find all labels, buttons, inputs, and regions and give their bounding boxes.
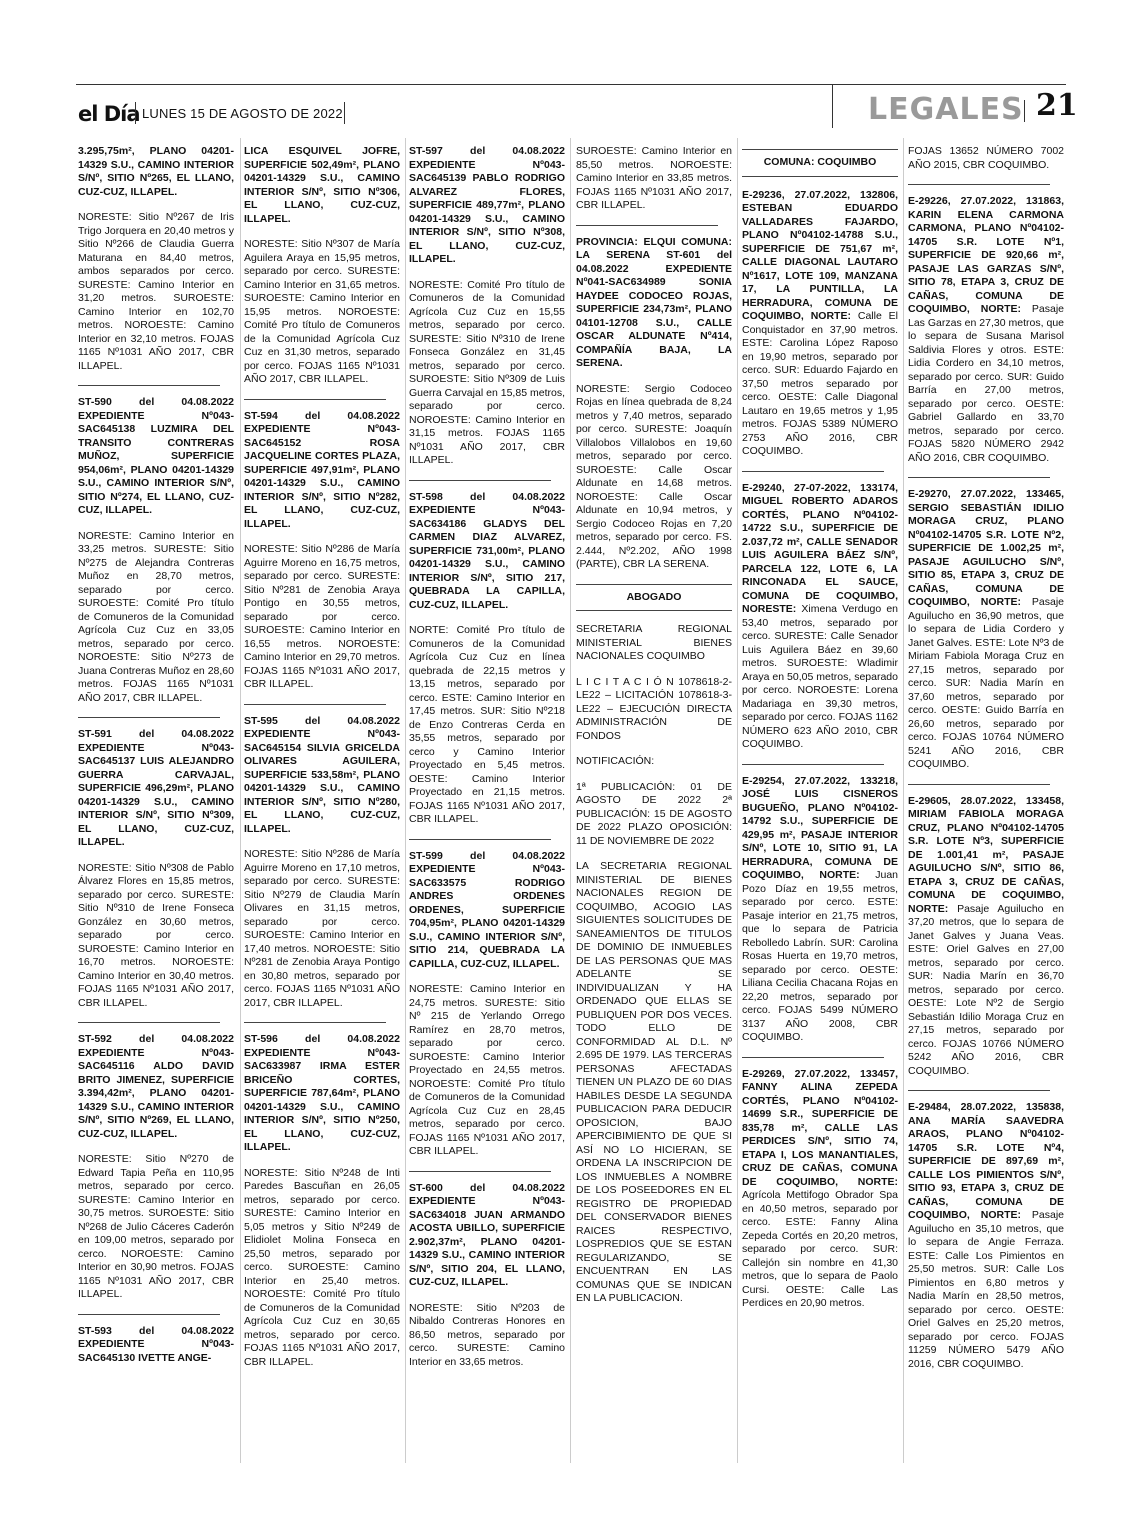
- column-4: [576, 145, 732, 1318]
- notice-text: NORESTE: Comité Pro título de Comuneros de la Comunidad Agrícola Cuz Cuz en 15,55 metros, separado por cerco. SURESTE: Sitio Nº310 de Irene Fonseca González en 31,45 metros, separado por cerco. SUROESTE: Sitio Nº309 de Luis Guerra Carvajal en 15,85 metros, separado por cerco. NOROESTE: Camino Interior en 31,15 metros. FOJAS 1165 Nº1031 AÑO 2017, CBR ILLAPEL.: [409, 278, 565, 466]
- notice-heading: E-29484, 28.07.2022, 135838, ANA MARÍA SAAVEDRA ARAOS, PLANO Nº04102-14705 S.R. LOTE Nº4, SUPERFICIE DE 897,69 m², CALLE LOS PIMIENTOS S/Nº, SITIO 93, ETAPA 3, CRUZ DE CAÑAS, COMUNA DE COQUIMBO, NORTE:: [908, 1101, 1064, 1221]
- notice-text: NORESTE: Sitio Nº270 de Edward Tapia Peña en 110,95 metros, separado por cerco. SURESTE: Camino Interior en 30,75 metros. SUROESTE: Sitio Nº268 de Julio Cáceres Caderón en 109,00 metros, separado por cerco. NOROESTE: Camino Interior en 30,90 metros. FOJAS 1165 Nº1031 AÑO 2017, CBR ILLAPEL.: [78, 1153, 234, 1300]
- notice-heading: ST-591 del 04.08.2022 EXPEDIENTE Nº043-SAC645137 LUIS ALEJANDRO GUERRA CARVAJAL, SUPERFICIE 496,29m², PLANO 04201-14329 S.U., CAMINO INTERIOR S/Nº, SITIO Nº309, EL LLANO, CUZ-CUZ, ILLAPEL.: [78, 728, 234, 848]
- legal-notice-paragraph: [244, 410, 400, 532]
- column-divider: [570, 138, 571, 1463]
- notice-heading: LICA ESQUIVEL JOFRE, SUPERFICIE 502,49m², PLANO 04201-14329 S.U., CAMINO INTERIOR S/Nº, SITIO Nº306, EL LLANO, CUZ-CUZ, ILLAPEL.: [244, 145, 400, 225]
- notice-text: Calle El Conquistador en 37,90 metros. ESTE: Carolina López Raposo en 19,90 metros, separado por cerco. SUR: Eduardo Fajardo en 37,50 metros separado por cerco. OESTE: Calle Diagonal Lautaro en 19,65 metros y 1,95 metros. FOJAS 5389 NÚMERO 2753 AÑO 2016, CBR COQUIMBO.: [742, 310, 899, 457]
- notice-heading: ST-595 del 04.08.2022 EXPEDIENTE Nº043-SAC645154 SILVIA GRICELDA OLIVARES AGUILERA, SUPERFICIE 533,58m², PLANO 04201-14329 S.U., CAMINO INTERIOR S/Nº, SITIO Nº280, EL LLANO, CUZ-CUZ, ILLAPEL.: [244, 714, 400, 835]
- notice-divider: [742, 1057, 884, 1058]
- legal-notice-paragraph: [576, 781, 732, 849]
- notice-divider: [244, 399, 386, 400]
- legal-notice-paragraph: [78, 862, 234, 1011]
- page-number: 21: [1036, 88, 1078, 123]
- legal-notice-paragraph: [908, 1101, 1064, 1371]
- notice-divider: [409, 839, 551, 840]
- legal-notice-paragraph: [742, 1068, 898, 1311]
- notice-heading: ST-590 del 04.08.2022 EXPEDIENTE Nº043-SAC645138 LUZMIRA DEL TRANSITO CONTRERAS MUÑOZ, SUPERFICIE 954,06m², PLANO 04201-14329 S.U., CAMINO INTERIOR S/Nº, SITIO Nº274, EL LLANO, CUZ-CUZ, ILLAPEL.: [78, 396, 234, 516]
- notice-text: SUROESTE: Camino Interior en 85,50 metros. NOROESTE: Camino Interior en 33,85 metros. FOJAS 1165 Nº1031 AÑO 2017, CBR ILLAPEL.: [576, 145, 732, 211]
- legal-notice-paragraph: [244, 238, 400, 387]
- notice-heading: E-29240, 27-07-2022, 133174, MIGUEL ROBERTO ADAROS CORTÉS, PLANO Nº04102-14722 S.U., SUPERFICIE DE 2.037,72 m², CALLE SENADOR LUIS AGUILERA BÁEZ S/Nº, PARCELA 122, LOTE 6, LA RINCONADA EL SAUCE, COMUNA DE COQUIMBO, NORESTE:: [742, 481, 898, 615]
- notice-text: Pasaje Aguilucho en 35,10 metros, que lo separa de Angie Ferraza. ESTE: Calle Los Pimientos en 25,50 metros. SUR: Calle Los Pimientos en 6,80 metros y Nadia Marín en 28,50 metros, separado por cerco. OESTE: Oriel Galves en 25,20 metros, separado por cerco. FOJAS 11259 NÚMERO 5479 AÑO 2016, CBR COQUIMBO.: [908, 1209, 1064, 1370]
- column-divider: [737, 138, 738, 1463]
- notice-text: NORESTE: Sergio Codoceo Rojas en línea quebrada de 8,24 metros y 7,40 metros, separado por cerco. SURESTE: Joaquín Villalobos Villalobos en 19,60 metros, separado por cerco. SUROESTE: Calle Oscar Aldunate en 14,68 metros. NOROESTE: Calle Oscar Aldunate en 10,94 metros, y Sergio Codoceo Rojas en 7,20 metros, separado por cerco. FS. 2.444, Nº2.202, AÑO 1998 (PARTE), CBR LA SERENA.: [576, 382, 732, 570]
- top-rule: [76, 84, 1066, 85]
- legal-notice-paragraph: [742, 482, 898, 752]
- notice-text: NORESTE: Sitio Nº307 de María Aguilera Araya en 15,95 metros, separado por cerco. SURESTE: Camino Interior en 31,65 metros. SUROESTE: Camino Interior en 15,95 metros. NOROESTE: Comité Pro título de Comuneros de la Comunidad Agrícola Cuz Cuz en 31,30 metros, separado por cerco. FOJAS 1165 Nº1031 AÑO 2017, CBR ILLAPEL.: [244, 238, 400, 385]
- legal-notice-paragraph: [576, 676, 732, 744]
- notice-text: NORESTE: Sitio Nº308 de Pablo Álvarez Flores en 15,85 metros, separado por cerco. SURESTE: Sitio Nº310 de Irene Fonseca González en 30,60 metros, separado por cerco. SUROESTE: Camino Interior en 16,70 metros. NOROESTE: Camino Interior en 30,40 metros. FOJAS 1165 Nº1031 AÑO 2017, CBR ILLAPEL.: [78, 861, 234, 1009]
- legal-notice-paragraph: [576, 145, 732, 213]
- section-title: LEGALES: [868, 92, 1024, 127]
- notice-divider: [244, 704, 386, 705]
- notice-text: L I C I T A C I Ó N 1078618-2-LE22 – LICITACIÓN 1078618-3-LE22 – EJECUCIÓN DIRECTA ADMINISTRACIÓN DE FONDOS: [576, 675, 732, 742]
- notice-heading: ST-594 del 04.08.2022 EXPEDIENTE Nº043-SAC645152 ROSA JACQUELINE CORTES PLAZA, SUPERFICIE 497,91m², PLANO 04201-14329 S.U., CAMINO INTERIOR S/Nº, SITIO Nº282, EL LLANO, CUZ-CUZ, ILLAPEL.: [244, 409, 400, 530]
- legal-notice-paragraph: [409, 1302, 565, 1370]
- section-heading: COMUNA: COQUIMBO: [742, 149, 898, 177]
- legal-notice-paragraph: [908, 488, 1064, 772]
- legal-notice-paragraph: [409, 145, 565, 267]
- issue-date: LUNES 15 DE AGOSTO DE 2022: [142, 106, 343, 121]
- notice-divider: [908, 784, 1050, 785]
- notice-divider: [908, 184, 1050, 185]
- notice-divider: [908, 477, 1050, 478]
- notice-text: NORESTE: Sitio Nº248 de Inti Paredes Bascuñan en 26,05 metros, separado por cerco. SURESTE: Camino Interior en 5,05 metros y Sitio Nº249 de Elidiolet Molina Fonseca en 25,50 metros, separado por cerco. SUROESTE: Camino Interior en 25,40 metros. NOROESTE: Comité Pro título de Comuneros de la Comunidad Agrícola Cuz Cuz en 30,65 metros, separado por cerco. FOJAS 1165 Nº1031 AÑO 2017, CBR ILLAPEL.: [244, 1166, 400, 1368]
- legal-notice-paragraph: [908, 195, 1064, 465]
- notice-text: 1ª PUBLICACIÓN: 01 DE AGOSTO DE 2022 2ª PUBLICACIÓN: 15 DE AGOSTO DE 2022 PLAZO OPOSICIÓN: 11 DE NOVIEMBRE DE 2022: [576, 780, 732, 847]
- notice-text: NORESTE: Sitio Nº203 de Nibaldo Contreras Honores en 86,50 metros, separado por cerco. SURESTE: Camino Interior en 33,65 metros.: [409, 1301, 565, 1368]
- legal-notice-paragraph: [78, 1325, 234, 1366]
- header-separator: [135, 102, 136, 124]
- notice-divider: [78, 1022, 220, 1023]
- notice-heading: E-29236, 27.07.2022, 132806, ESTEBAN EDUARDO VALLADARES FAJARDO, PLANO Nº04102-14788 S.U., SUPERFICIE DE 751,67 m², CALLE DIAGONAL LAUTARO Nº1617, LOTE 109, MANZANA 17, LA PUNTILLA, LA HERRADURA, COMUNA DE COQUIMBO, NORTE:: [742, 188, 898, 322]
- notice-text: NORESTE: Camino Interior en 33,25 metros. SURESTE: Sitio Nº275 de Alejandra Contreras Muñoz en 28,70 metros, separado por cerco. SUROESTE: Comité Pro título de Comuneros de la Comunidad Agrícola Cuz Cuz en 33,05 metros, separado por cerco. NOROESTE: Sitio Nº273 de Juana Contreras Muñoz en 28,60 metros. FOJAS 1165 Nº1031 AÑO 2017, CBR ILLAPEL.: [78, 529, 234, 704]
- notice-text: NORTE: Comité Pro título de Comuneros de la Comunidad Agrícola Cuz Cuz en línea quebrada de 22,15 metros y 13,15 metros, separado por cerco. ESTE: Camino Interior en 17,45 metros. SUR: Sitio Nº218 de Enzo Contreras Cerda en 35,55 metros, separado por cerco y Camino Interior Proyectado en 5,45 metros. OESTE: Camino Interior Proyectado en 21,15 metros. FOJAS 1165 Nº1031 AÑO 2017, CBR ILLAPEL.: [409, 624, 565, 825]
- legal-notice-paragraph: [409, 624, 565, 827]
- legal-notice-paragraph: [576, 623, 732, 664]
- column-3: [409, 145, 565, 1381]
- notice-divider: [576, 225, 718, 226]
- column-divider: [903, 138, 904, 1463]
- legal-notice-paragraph: [576, 236, 732, 371]
- notice-text: Pasaje Las Garzas en 27,30 metros, que lo separa de Susana Marisol Saldivia Flores y otros. ESTE: Lidia Cordero en 34,10 metros, separado por cerco. SUR: Guido Barría en 27,00 metros, separado por cerco. OESTE: Gabriel Gallardo en 33,70 metros, separado por cerco. FOJAS 5820 NÚMERO 2942 AÑO 2016, CBR COQUIMBO.: [908, 303, 1064, 464]
- column-divider: [405, 138, 406, 1463]
- notice-heading: ST-600 del 04.08.2022 EXPEDIENTE Nº043-SAC634018 JUAN ARMANDO ACOSTA UBILLO, SUPERFICIE 2.902,37m², PLANO 04201-14329 S.U., CAMINO INTERIOR S/Nº, SITIO 204, EL LLANO, CUZ-CUZ, ILLAPEL.: [409, 1181, 565, 1288]
- column-divider: [240, 138, 241, 1463]
- legal-notice-paragraph: [908, 795, 1064, 1079]
- notice-heading: E-29254, 27.07.2022, 133218, JOSÉ LUIS CISNEROS BUGUEÑO, PLANO Nº04102-14792 S.U., SUPERFICIE DE 429,95 m², PASAJE INTERIOR S/Nº, LOTE 10, SITIO 91, LA HERRADURA, COMUNA DE COQUIMBO, NORTE:: [742, 774, 898, 881]
- notice-text: Juan Pozo Díaz en 19,55 metros, separado por cerco. ESTE: Pasaje interior en 21,75 metros, que lo separa de Patricia Rebolledo Labrín. SUR: Carolina Rosas Huerta en 19,70 metros, separado por cerco. OESTE: Liliana Cecilia Chacana Rojas en 22,20 metros, separado por cerco. FOJAS 5499 NÚMERO 3137 AÑO 2008, CBR COQUIMBO.: [742, 869, 899, 1043]
- notice-heading: E-29270, 27.07.2022, 133465, SERGIO SEBASTIÁN IDILIO MORAGA CRUZ, PLANO Nº04102-14705 S.R. LOTE Nº2, SUPERFICIE DE 1.002,25 m², PASAJE AGUILUCHO S/Nº, SITIO 85, ETAPA 3, CRUZ DE CAÑAS, COMUNA DE COQUIMBO, NORTE:: [908, 488, 1064, 608]
- notice-text: NORESTE: Sitio Nº286 de María Aguirre Moreno en 17,10 metros, separado por cerco. SURESTE: Sitio Nº279 de Claudia Marín Olivares en 31,15 metros, separado por cerco. SUROESTE: Camino Interior en 17,40 metros. NOROESTE: Sitio Nº281 de Zenobia Araya Pontigo en 30,80 metros, separado por cerco. FOJAS 1165 Nº1031 AÑO 2017, CBR ILLAPEL.: [244, 848, 400, 1009]
- header-separator: [1024, 100, 1025, 122]
- legal-notice-paragraph: [244, 715, 400, 837]
- notice-divider: [409, 480, 551, 481]
- column-1: [78, 145, 234, 1377]
- legal-notice-paragraph: [244, 848, 400, 1010]
- legal-notice-paragraph: [576, 755, 732, 769]
- header-separator: [344, 102, 345, 124]
- legal-notice-paragraph: [576, 383, 732, 572]
- notice-divider: [78, 717, 220, 718]
- legal-notice-paragraph: [244, 543, 400, 692]
- legal-notice-paragraph: [78, 1033, 234, 1141]
- notice-heading: ST-598 del 04.08.2022 EXPEDIENTE Nº043-SAC634186 GLADYS DEL CARMEN DIAZ ALVAREZ, SUPERFICIE 731,00m², PLANO 04201-14329 S.U., CAMINO INTERIOR S/Nº, SITIO 217, QUEBRADA LA CAPILLA, CUZ-CUZ, ILLAPEL.: [409, 490, 565, 611]
- legal-notice-paragraph: [576, 860, 732, 1306]
- legal-notice-paragraph: [78, 530, 234, 706]
- legal-notice-paragraph: [409, 1182, 565, 1290]
- legal-notice-paragraph: [409, 279, 565, 468]
- notice-heading: ST-599 del 04.08.2022 EXPEDIENTE Nº043-SAC633575 RODRIGO ANDRES ORDENES ORDENES, SUPERFICIE 704,95m², PLANO 04201-14329 S.U., CAMINO INTERIOR S/Nº, SITIO 214, QUEBRADA LA CAPILLA, CUZ-CUZ, ILLAPEL.: [409, 849, 565, 970]
- notice-divider: [78, 385, 220, 386]
- notice-heading: ST-593 del 04.08.2022 EXPEDIENTE Nº043-SAC645130 IVETTE ANGE-: [78, 1324, 234, 1364]
- notice-text: FOJAS 13652 NÚMERO 7002 AÑO 2015, CBR COQUIMBO.: [908, 145, 1064, 171]
- notice-text: SECRETARIA REGIONAL MINISTERIAL BIENES NACIONALES COQUIMBO: [576, 623, 732, 662]
- legal-notice-paragraph: [78, 145, 234, 199]
- legal-notice-paragraph: [78, 728, 234, 850]
- notice-divider: [78, 1314, 220, 1315]
- notice-heading: E-29269, 27.07.2022, 133457, FANNY ALINA ZEPEDA CORTÉS, PLANO Nº04102-14699 S.R., SUPERFICIE DE 835,78 m², CALLE LAS PERDICES S/Nº, SITIO 74, ETAPA I, LOS MANANTIALES, CRUZ DE CAÑAS, COMUNA DE COQUIMBO, NORTE:: [742, 1067, 898, 1188]
- legal-notice-paragraph: [244, 145, 400, 226]
- notice-text: LA SECRETARIA REGIONAL MINISTERIAL DE BIENES NACIONALES REGION DE COQUIMBO, ACOGIO LAS SIGUIENTES SOLICITUDES DE SANEAMIENTOS DE TITULOS DE DOMINIO DE INMUEBLES DE LAS PERSONAS QUE MAS ADELANTE SE INDIVIDUALIZAN Y HA ORDENADO QUE ELLAS SE PUBLIQUEN POR DOS VECES. TODO ELLO DE CONFORMIDAD AL D.L. Nº 2.695 DE 1979. LAS TERCERAS PERSONAS AFECTADAS TIENEN UN PLAZO DE 60 DIAS HABILES DESDE LA SEGUNDA PUBLICACION PARA DEDUCIR OPOSICION, BAJO APERCIBIMIENTO DE QUE SI ASÍ NO LO HICIERAN, SE ORDENA LA INSCRIPCION DE LOS INMUEBLES A NOMBRE DE LOS POSEEDORES EN EL REGISTRO DE PROPIEDAD DEL CONSERVADOR BIENES RAICES RESPECTIVO, LOSPREDIOS QUE SE ESTAN REGULARIZANDO, SE ENCUENTRAN EN LAS COMUNAS QUE SE INDICAN EN LA PUBLICACION.: [576, 860, 732, 1304]
- legal-notice-paragraph: [742, 775, 898, 1045]
- notice-divider: [409, 1171, 551, 1172]
- legal-notice-paragraph: [908, 145, 1064, 172]
- notice-divider: [742, 471, 884, 472]
- legal-notice-paragraph: [409, 491, 565, 613]
- notice-text: Ximena Verdugo en 53,40 metros, separado por cerco. SURESTE: Calle Senador Luis Aguilera Báez en 39,60 metros. SUROESTE: Wladimir Araya en 50,05 metros, separado por cerco. NOROESTE: Lorena Madariaga en 39,30 metros, separado por cerco. FOJAS 1162 NÚMERO 623 AÑO 2010, CBR COQUIMBO.: [742, 603, 899, 750]
- notice-divider: [742, 764, 884, 765]
- legal-notice-paragraph: [742, 189, 898, 459]
- notice-text: Pasaje Aguilucho en 36,90 metros, que lo separa de Lidia Cordero y Janet Galves. ESTE: Lote Nº3 de Miriam Fabiola Moraga Cruz en 27,15 metros, separado por cerco. SUR: Nadia Marín en 37,60 metros, separado por cerco. OESTE: Guido Barría en 26,60 metros, separado por cerco. FOJAS 10764 NÚMERO 5241 AÑO 2016, CBR COQUIMBO.: [908, 596, 1064, 770]
- legal-notice-paragraph: [244, 1033, 400, 1155]
- column-5: [742, 145, 898, 1323]
- notice-heading: E-29605, 28.07.2022, 133458, MIRIAM FABIOLA MORAGA CRUZ, PLANO Nº04102-14705 S.R. LOTE Nº3, SUPERFICIE DE 1.001,41 m², PASAJE AGUILUCHO S/Nº, SITIO 86, ETAPA 3, CRUZ DE CAÑAS, COMUNA DE COQUIMBO, NORTE:: [908, 794, 1064, 915]
- notice-text: Agrícola Mettifogo Obrador Spa en 40,50 metros, separado por cerco. ESTE: Fanny Alina Zepeda Cortés en 20,20 metros, separado por cerco. SUR: Callejón sin nombre en 41,30 metros, que lo separa de Paolo Cursi. OESTE: Calle Las Perdices en 20,90 metros.: [742, 1189, 898, 1309]
- notice-text: NORESTE: Sitio Nº286 de María Aguirre Moreno en 16,75 metros, separado por cerco. SURESTE: Sitio Nº281 de Zenobia Araya Pontigo en 30,55 metros, separado por cerco. SUROESTE: Camino Interior en 16,55 metros. NOROESTE: Camino Interior en 29,70 metros. FOJAS 1165 Nº1031 AÑO 2017, CBR ILLAPEL.: [244, 543, 400, 690]
- column-2: [244, 145, 400, 1381]
- notice-heading: 3.295,75m², PLANO 04201-14329 S.U., CAMINO INTERIOR S/Nº, SITIO Nº265, EL LLANO, CUZ-CUZ, ILLAPEL.: [78, 145, 234, 198]
- notice-heading: ST-592 del 04.08.2022 EXPEDIENTE Nº043-SAC645116 ALDO DAVID BRITO JIMENEZ, SUPERFICIE 3.394,42m², PLANO 04201-14329 S.U., CAMINO INTERIOR S/Nº, SITIO Nº269, EL LLANO, CUZ-CUZ, ILLAPEL.: [78, 1033, 234, 1140]
- notice-text: NOTIFICACIÓN:: [576, 755, 655, 767]
- notice-divider: [244, 1022, 386, 1023]
- notice-heading: ST-597 del 04.08.2022 EXPEDIENTE Nº043-SAC645139 PABLO RODRIGO ALVAREZ FLORES, SUPERFICIE 489,77m², PLANO 04201-14329 S.U., CAMINO INTERIOR S/Nº, SITIO Nº308, EL LLANO, CUZ-CUZ, ILLAPEL.: [409, 145, 565, 265]
- legal-notice-paragraph: [78, 396, 234, 518]
- notice-text: Pasaje Aguilucho en 37,20 metros, que lo separa de Janet Galves y Juana Veas. ESTE: Oriel Galves en 27,00 metros, separado por cerco. SUR: Nadia Marín en 36,70 metros, separado por cerco. OESTE: Lote Nº2 de Sergio Sebastián Idilio Moraga Cruz en 27,15 metros, separado por cerco. FOJAS 10766 NÚMERO 5242 AÑO 2016, CBR COQUIMBO.: [908, 902, 1064, 1077]
- notice-heading: PROVINCIA: ELQUI COMUNA: LA SERENA ST-601 del 04.08.2022 EXPEDIENTE Nº041-SAC634989 SONIA HAYDEE CODOCEO ROJAS, SUPERFICIE 234,73m², PLANO 04101-12708 S.U., CALLE OSCAR ALDUNATE Nº414, COMPAÑÍA BAJA, LA SERENA.: [576, 235, 732, 369]
- section-heading: ABOGADO: [576, 584, 732, 612]
- legal-notice-paragraph: [78, 1153, 234, 1302]
- legal-notice-paragraph: [244, 1167, 400, 1370]
- newspaper-logo: el Día: [78, 102, 140, 126]
- legal-notice-paragraph: [409, 850, 565, 972]
- notice-text: NORESTE: Sitio Nº267 de Iris Trigo Jorquera en 20,40 metros y Sitio Nº266 de Claudia Guerra Maturana en 84,40 metros, ambos separados por cerco. SURESTE: Camino Interior en 31,20 metros. SUROESTE: Camino Interior en 102,70 metros. NOROESTE: Camino Interior en 32,10 metros. FOJAS 1165 Nº1031 AÑO 2017, CBR ILLAPEL.: [78, 211, 234, 372]
- page-header: [76, 88, 1078, 128]
- notice-heading: E-29226, 27.07.2022, 131863, KARIN ELENA CARMONA CARMONA, PLANO Nº04102-14705 S.R. LOTE Nº1, SUPERFICIE DE 920,66 m², PASAJE LAS GARZAS S/Nº, SITIO 78, ETAPA 3, CRUZ DE CAÑAS, COMUNA DE COQUIMBO, NORTE:: [908, 195, 1064, 315]
- notice-divider: [908, 1090, 1050, 1091]
- notice-heading: ST-596 del 04.08.2022 EXPEDIENTE Nº043-SAC633987 IRMA ESTER BRICEÑO CORTES, SUPERFICIE 787,64m², PLANO 04201-14329 S.U., CAMINO INTERIOR S/Nº, SITIO Nº250, EL LLANO, CUZ-CUZ, ILLAPEL.: [244, 1033, 400, 1153]
- notice-text: NORESTE: Camino Interior en 24,75 metros. SURESTE: Sitio Nº 215 de Yerlando Orrego Ramírez en 28,70 metros, separado por cerco. SUROESTE: Camino Interior Proyectado en 24,55 metros. NOROESTE: Comité Pro título de Comuneros de la Comunidad Agrícola Cuz Cuz en 28,45 metros, separado por cerco. FOJAS 1165 Nº1031 AÑO 2017, CBR ILLAPEL.: [409, 983, 565, 1157]
- column-6: [908, 145, 1064, 1383]
- legal-notice-paragraph: [78, 211, 234, 373]
- legal-notice-paragraph: [409, 983, 565, 1159]
